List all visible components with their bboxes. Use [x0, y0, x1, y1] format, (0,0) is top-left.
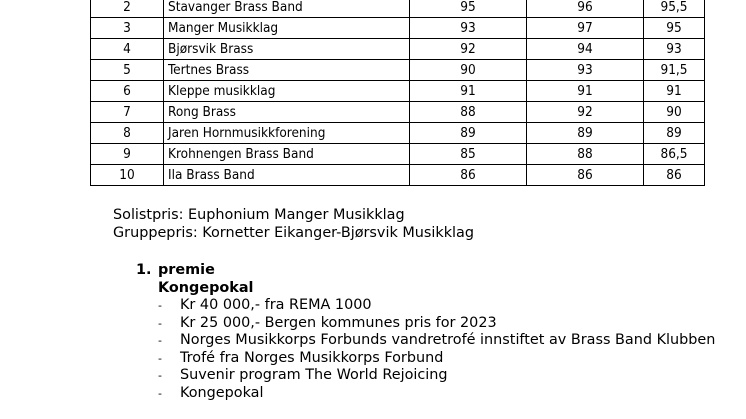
table-row	[91, 102, 705, 123]
table-row	[91, 39, 705, 60]
placement-cell: 8	[91, 123, 164, 144]
list-item-text: Kr 25 000,- Bergen kommunes pris for 2023	[180, 314, 497, 331]
average-score-cell: 95	[644, 18, 705, 39]
band-name-cell: Tertnes Brass	[164, 60, 410, 81]
placement-cell: 2	[91, 0, 164, 18]
average-score-cell: 86,5	[644, 144, 705, 165]
dash-bullet: -	[158, 316, 162, 330]
score-2-cell: 86	[527, 165, 644, 186]
first-prize-section	[136, 261, 715, 402]
placement-cell: 6	[91, 81, 164, 102]
score-1-cell: 88	[410, 102, 527, 123]
list-item	[158, 315, 715, 333]
score-2-cell: 97	[527, 18, 644, 39]
average-score-cell: 89	[644, 123, 705, 144]
band-name-cell: Jaren Hornmusikkforening	[164, 123, 410, 144]
list-item-text: Trofé fra Norges Musikkorps Forbund	[180, 349, 444, 366]
first-prize-heading	[136, 261, 715, 279]
table-row	[91, 165, 705, 186]
score-2-cell: 92	[527, 102, 644, 123]
table-row	[91, 123, 705, 144]
band-name-cell: Manger Musikklag	[164, 18, 410, 39]
dash-bullet: -	[158, 369, 162, 382]
list-item	[158, 385, 715, 403]
average-score-cell: 91	[644, 81, 705, 102]
placement-cell: 7	[91, 102, 164, 123]
table-row	[91, 0, 705, 18]
score-2-cell: 89	[527, 123, 644, 144]
table-row	[91, 60, 705, 81]
placement-cell: 10	[91, 165, 164, 186]
average-score-cell: 93	[644, 39, 705, 60]
group-prize: Gruppepris: Kornetter Eikanger-Bjørsvik Musikklag	[113, 225, 475, 241]
score-1-cell: 90	[410, 60, 527, 81]
average-score-cell: 86	[644, 165, 705, 186]
dash-bullet: -	[158, 351, 162, 365]
list-item-text: Norges Musikkorps Forbunds vandretrofé innstiftet av Brass Band Klubben	[180, 332, 716, 348]
score-2-cell: 94	[527, 39, 644, 60]
score-2-cell: 93	[527, 60, 644, 81]
first-prize-number: 1.	[136, 262, 152, 278]
band-name-cell: Rong Brass	[164, 102, 410, 123]
list-item-text: Kongepokal	[180, 384, 264, 401]
placement-cell: 9	[91, 144, 164, 165]
average-score-cell: 91,5	[644, 60, 705, 81]
first-prize-subtitle: Kongepokal	[158, 280, 254, 296]
list-item-text: Suvenir program The World Rejoicing	[180, 367, 448, 383]
solist-prize: Solistpris: Euphonium Manger Musikklag	[113, 207, 405, 223]
band-name-cell: Ila Brass Band	[164, 165, 410, 186]
score-1-cell: 91	[410, 81, 527, 102]
first-prize-list	[158, 297, 715, 402]
dash-bullet: -	[158, 334, 162, 347]
band-name-cell: Bjørsvik Brass	[164, 39, 410, 60]
list-item	[158, 367, 715, 385]
average-score-cell: 95,5	[644, 0, 705, 18]
dash-bullet: -	[158, 299, 162, 312]
placement-cell: 4	[91, 39, 164, 60]
score-2-cell: 96	[527, 0, 644, 18]
special-prizes	[113, 206, 474, 242]
score-2-cell: 88	[527, 144, 644, 165]
score-1-cell: 86	[410, 165, 527, 186]
dash-bullet: -	[158, 386, 162, 400]
list-item-text: Kr 40 000,- fra REMA 1000	[180, 297, 372, 313]
band-name-cell: Stavanger Brass Band	[164, 0, 410, 18]
list-item	[158, 297, 715, 315]
table-row	[91, 18, 705, 39]
score-1-cell: 92	[410, 39, 527, 60]
table-row	[91, 81, 705, 102]
score-1-cell: 85	[410, 144, 527, 165]
table-row	[91, 144, 705, 165]
placement-cell: 3	[91, 18, 164, 39]
placement-cell: 5	[91, 60, 164, 81]
band-name-cell: Kleppe musikklag	[164, 81, 410, 102]
score-1-cell: 95	[410, 0, 527, 18]
list-item	[158, 350, 715, 368]
average-score-cell: 90	[644, 102, 705, 123]
band-name-cell: Krohnengen Brass Band	[164, 144, 410, 165]
first-prize-title: premie	[158, 262, 215, 278]
score-1-cell: 89	[410, 123, 527, 144]
score-2-cell: 91	[527, 81, 644, 102]
results-table	[90, 0, 705, 186]
score-1-cell: 93	[410, 18, 527, 39]
list-item	[158, 332, 715, 350]
